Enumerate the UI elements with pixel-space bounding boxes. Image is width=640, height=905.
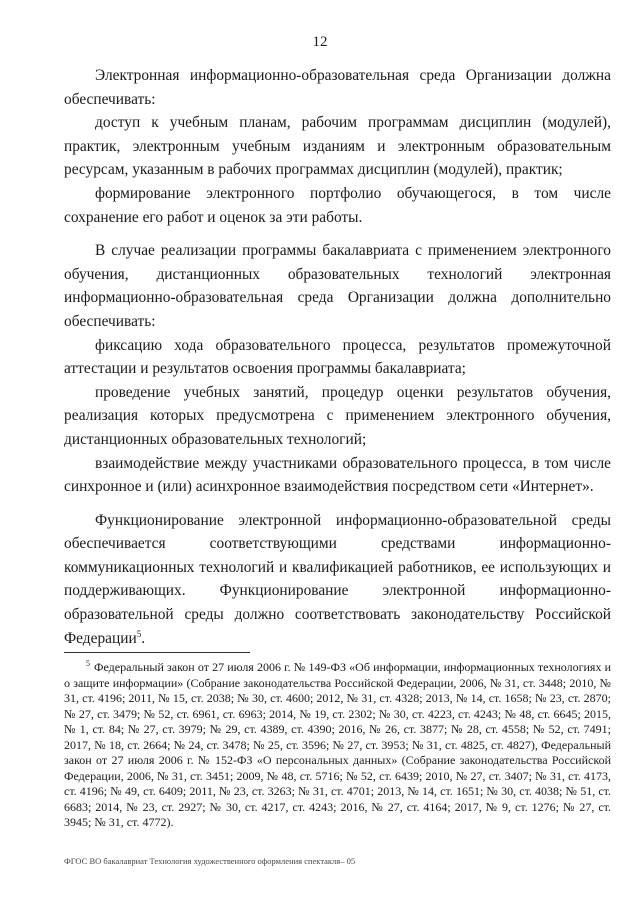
paragraph-access: доступ к учебным планам, рабочим программам дисциплин (модулей), практик, электронным учебным изданиям и электронным образовательным ресурсам, указанным в рабочих программах дисциплин (модулей), практик;: [64, 114, 611, 179]
page-footer: ФГОС ВО бакалавриат Технология художественного оформления спектакля– 05: [64, 856, 356, 866]
footnote-text: Федеральный закон от 27 июля 2006 г. № 149-ФЗ «Об информации, информационных технологиях и о защите информации» (Собрание законодательства Российской Федерации, 2006, № 31, ст. 3448; 2010, № 31, ст. 4196; 2011, № 15, ст. 2038; № 30, ст. 4600; 2012, № 31, ст. 4328; 2013, № 14, ст. 1658; № 23, ст. 2870; № 27, ст. 3479; № 52, ст. 6961, ст. 6963; 2014, № 19, ст. 2302; № 30, ст. 4223, ст. 4243; № 48, ст. 6645; 2015, № 1, ст. 84; № 27, ст. 3979; № 29, ст. 4389, ст. 4390; 2016, № 26, ст. 3877; № 28, ст. 4558; № 52, ст. 7491; 2017, № 18, ст. 2664; № 24, ст. 3478; № 25, ст. 3596; № 27, ст. 3953; № 31, ст. 4825, ст. 4827), Федеральный закон от 27 июля 2006 г. № 152-ФЗ «О персональных данных» (Собрание законодательства Российской Федерации, 2006, № 31, ст. 3451; 2009, № 48, ст. 5716; № 52, ст. 6439; 2010, № 27, ст. 3407; № 31, ст. 4173, ст. 4196; № 49, ст. 6409; 2011, № 23, ст. 3263; № 31, ст. 4701; 2013, № 14, ст. 1651; № 30, ст. 4038; № 51, ст. 6683; 2014, № 23, ст. 2927; № 30, ст. 4217, ст. 4243; 2016, № 27, ст. 4164; 2017, № 9, ст. 1276; № 27, ст. 3945; № 31, ст. 4772).: [64, 660, 611, 829]
paragraph-functioning-text: Функционирование электронной информационно-образовательной среды обеспечивается соответствующими средствами информационно-коммуникационных технологий и квалификацией работников, ее использующих и поддерживающих. Функционирование электронной информационно-образовательной среды должно соответствовать законодательству Российской Федерации: [64, 511, 611, 647]
footnote-reference[interactable]: 5: [136, 628, 142, 639]
footnote-number: 5: [86, 659, 90, 668]
paragraph-distance-learning: В случае реализации программы бакалавриата с применением электронного обучения, дистанционных образовательных технологий электронная информационно-образовательная среда Организации должна дополнительно обеспечивать:: [64, 242, 611, 330]
page-number: 12: [312, 34, 328, 50]
footnote: [64, 660, 611, 831]
paragraph-conducting: проведение учебных занятий, процедур оценки результатов обучения, реализация которых предусмотрена с применением электронного обучения, дистанционных образовательных технологий;: [64, 383, 611, 448]
footnote-divider: [64, 652, 250, 653]
paragraph-intro: Электронная информационно-образовательная среда Организации должна обеспечивать:: [64, 67, 611, 108]
paragraph-portfolio: формирование электронного портфолио обучающегося, в том числе сохранение его работ и оценок за эти работы.: [64, 184, 611, 226]
paragraph-functioning: Функционирование электронной информационно-образовательной среды обеспечивается соответствующими средствами информационно-коммуникационных технологий и квалификацией работников, ее использующих и поддерживающих. Функционирование электронной информационно-образовательной среды должно соответствовать законодательству Российской Федерации$^5$.: [64, 511, 611, 647]
paragraph-interaction: взаимодействие между участниками образовательного процесса, в том числе синхронное и (или) асинхронное взаимодействия посредством сети «Интернет».: [64, 454, 611, 496]
paragraph-recording: фиксацию хода образовательного процесса, результатов промежуточной аттестации и результатов освоения программы бакалавриата;: [64, 336, 611, 378]
main-text: [64, 64, 611, 660]
